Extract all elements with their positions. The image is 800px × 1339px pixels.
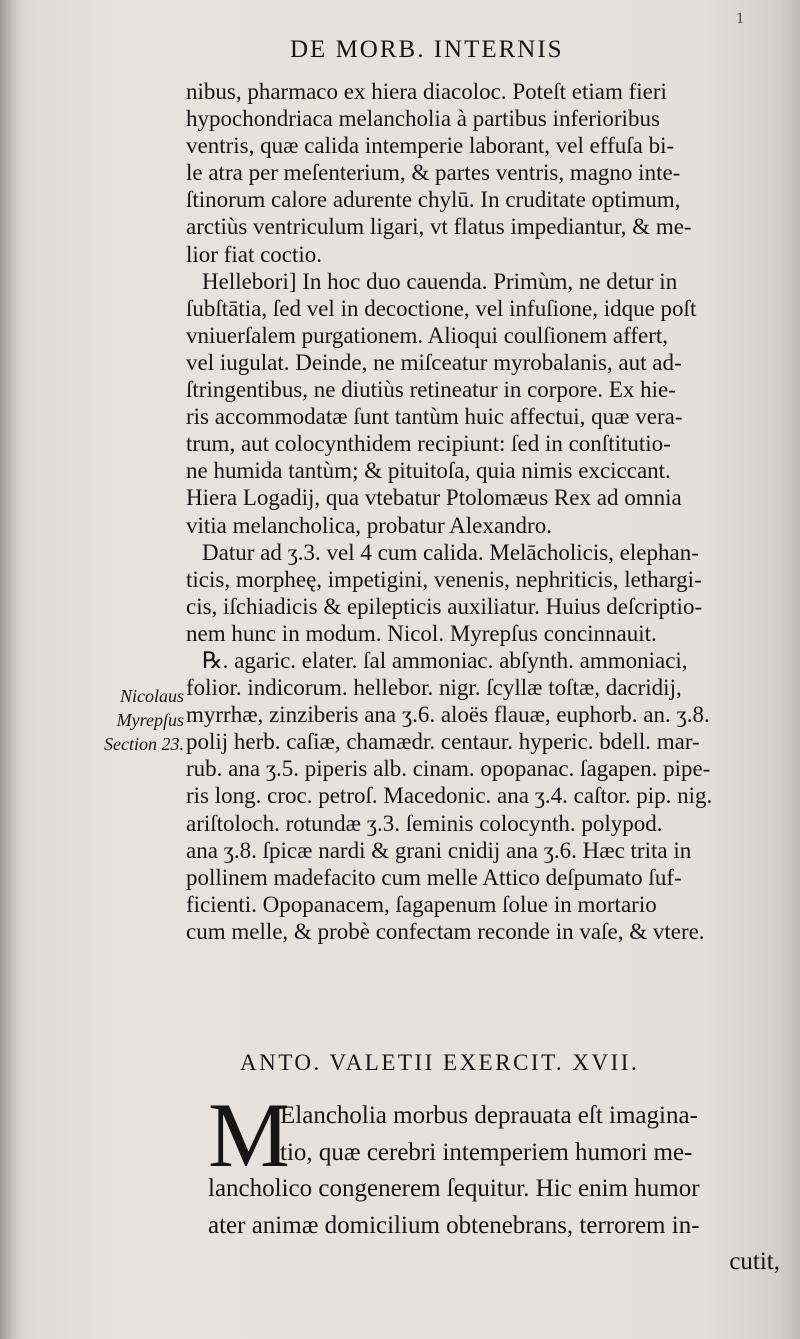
text-line: pollinem madefacito cum melle Attico deſpumato ſuf- [186,864,682,890]
section-text-line: tio, quæ cerebri intemperiem humori me- [280,1138,693,1166]
text-line: Datur ad ʒ.3. vel 4 cum calida. Melācholicis, elephan- [202,539,699,565]
text-line: myrrhæ, zinziberis ana ʒ.6. aloës flauæ, euphorb. an. ʒ.8. [186,702,710,728]
text-line: ris accommodatæ ſunt tantùm huic affectui, quæ vera- [186,404,683,430]
text-line: vniuerſalem purgationem. Alioqui coulſionem affert, [186,322,669,348]
text-line: ana ʒ.8. ſpicæ nardi & grani cnidij ana ʒ.6. Hæc trita in [186,837,692,863]
margin-note-line: Section 23. [104,734,184,754]
section-text-line: cutit, [729,1248,780,1275]
text-line: ℞. agaric. elater. ſal ammoniac. abſynth. ammoniaci, [202,647,688,673]
section-text-line: lancholico congenerem ſequitur. Hic enim humor [208,1175,700,1202]
section-text-block [208,1098,780,1281]
margin-note-line: Myrepſus [116,710,184,730]
text-line: cum melle, & probè confectam reconde in vaſe, & vtere. [186,918,705,944]
text-line: ficienti. Opopanacem, ſagapenum ſolue in mortario [186,891,657,917]
page-gutter-shadow [0,0,22,1339]
text-line: folior. indicorum. hellebor. nigr. ſcyllæ toſtæ, dacridij, [186,675,682,701]
text-line: rub. ana ʒ.5. piperis alb. cinam. opopanac. ſagapen. pipe- [186,756,711,782]
text-line: ariſtoloch. rotundæ ʒ.3. ſeminis colocynth. polypod. [186,810,663,836]
running-head: DE MORB. INTERNIS [290,36,564,63]
main-text-block [186,78,768,945]
text-line: ſtringentibus, ne diutiùs retineatur in corpore. Ex hie- [186,377,676,403]
folio-mark: 1 [736,10,744,27]
text-line: arctiùs ventriculum ligari, vt flatus impediantur, & me- [186,214,692,240]
text-line: Hiera Logadij, qua vtebatur Ptolomæus Rex ad omnia [186,485,682,511]
text-line: vel iugulat. Deinde, ne miſceatur myrobalanis, aut ad- [186,349,682,375]
text-line: ris long. croc. petroſ. Macedonic. ana ʒ.4. caſtor. pip. nig. [186,783,713,809]
text-line: lior fiat coctio. [186,241,323,267]
margin-note [78,684,184,756]
text-line: le atra per meſenterium, & partes ventris, magno inte- [186,160,681,186]
text-line: polij herb. caſiæ, chamædr. centaur. hyperic. bdell. mar- [186,729,700,755]
text-line: trum, aut colocynthidem recipiunt: ſed in conſtitutio- [186,431,671,457]
text-line: ventris, quæ calida intemperie laborant, vel effuſa bi- [186,133,675,159]
margin-note-line: Nicolaus [119,686,184,706]
text-line: nem hunc in modum. Nicol. Myrepſus concinnauit. [186,620,657,646]
text-line: Hellebori] In hoc duo cauenda. Primùm, ne detur in [202,268,678,294]
section-text-line: Elancholia morbus deprauata eſt imagina- [280,1102,698,1129]
section-heading: ANTO. VALETII EXERCIT. XVII. [240,1050,640,1075]
section-text-line: ater animæ domicilium obtenebrans, terrorem in- [208,1211,700,1239]
text-line: hypochondriaca melancholia à partibus inferioribus [186,106,660,132]
text-line: nibus, pharmaco ex hiera diacoloc. Poteſt etiam fieri [186,79,667,104]
text-line: vitia melancholica, probatur Alexandro. [186,512,552,538]
text-line: ſtinorum calore adurente chylū. In cruditate optimum, [186,187,681,213]
text-line: ticis, morpheę, impetigini, venenis, nephriticis, lethargi- [186,566,702,592]
text-line: ne humida tantùm; & pituitoſa, quia nimis exciccant. [186,458,671,484]
drop-cap: M [208,1084,290,1186]
text-line: cis, iſchiadicis & epilepticis auxiliatur. Huius deſcriptio- [186,593,703,619]
text-line: ſubſtātia, ſed vel in decoctione, vel infuſione, idque poſt [186,295,697,321]
